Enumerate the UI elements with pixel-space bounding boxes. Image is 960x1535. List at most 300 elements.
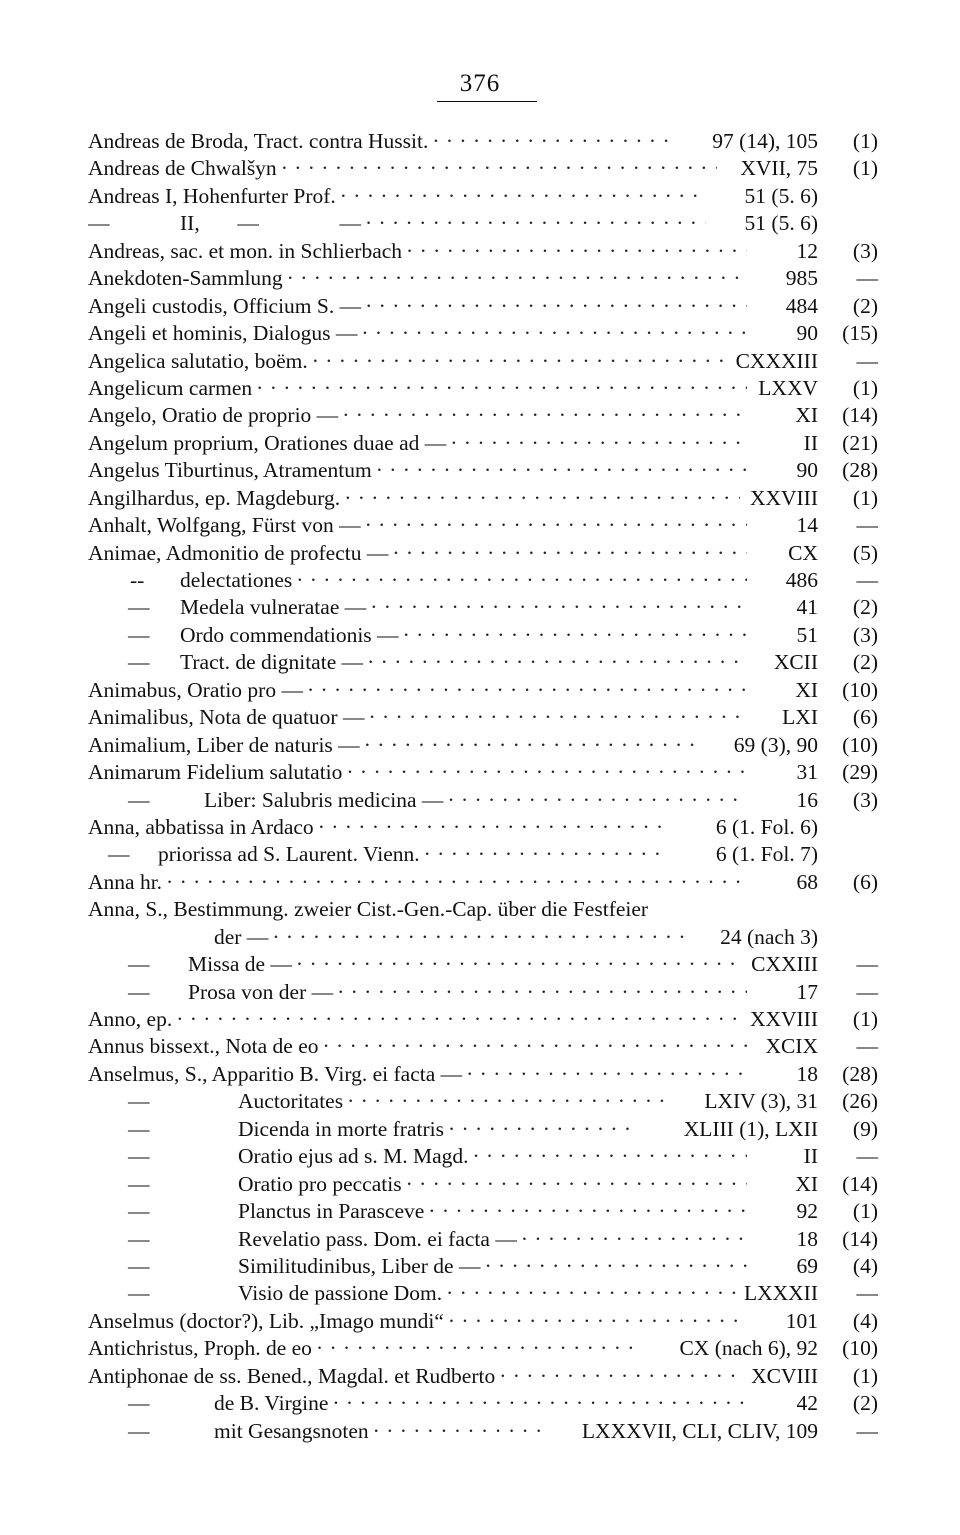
index-entry [88, 622, 880, 649]
ditto-dash: — [128, 650, 150, 675]
index-list [88, 128, 880, 1445]
page-reference: 31 [796, 760, 818, 785]
entry-heading [88, 1390, 750, 1417]
page-reference: LXI [782, 705, 818, 730]
index-entry [88, 951, 880, 978]
entry-heading [88, 1171, 750, 1198]
ditto-dash: — [128, 1281, 150, 1306]
page-reference: LXXXVII, CLI, CLIV, 109 [581, 1418, 818, 1443]
section-reference: (21) [842, 430, 878, 455]
ditto-dash: — [128, 1116, 150, 1141]
index-entry [88, 512, 880, 539]
dot-leader [323, 1033, 748, 1060]
page-reference: XXVIII [749, 485, 818, 510]
dot-leader [448, 1116, 639, 1143]
page-reference: XVII, 75 [740, 156, 818, 181]
entry-heading [88, 924, 687, 951]
entry-text: Angilhardus, ep. Magdeburg. [88, 485, 341, 510]
section-reference: (6) [852, 705, 878, 730]
section-reference: (10) [842, 1336, 878, 1361]
section-reference: (1) [852, 485, 878, 510]
entry-text: Andreas I, Hohenfurter Prof. [88, 183, 336, 208]
entry-heading [88, 1308, 750, 1335]
entry-text: Auctoritates [238, 1089, 344, 1114]
page-reference: CXXXIII [735, 348, 818, 373]
section-reference: (1) [852, 1199, 878, 1224]
entry-heading [88, 402, 750, 429]
entry-text: Angeli et hominis, Dialogus — [88, 321, 358, 346]
entry-heading [88, 1198, 750, 1225]
dot-leader [373, 1418, 550, 1445]
dot-leader [432, 128, 672, 155]
page-reference: 18 [796, 1061, 818, 1086]
index-entry [88, 896, 880, 923]
entry-heading [88, 787, 750, 814]
index-entry [88, 375, 880, 402]
page-reference: 97 (14), 105 [712, 129, 818, 153]
entry-heading [88, 896, 880, 923]
ditto-dash: — [128, 1144, 150, 1169]
section-reference: — [856, 979, 878, 1004]
entry-heading [88, 1143, 750, 1170]
section-reference: — [856, 513, 878, 538]
page-number-rule [437, 101, 537, 102]
entry-text: Antichristus, Proph. de eo [88, 1336, 312, 1361]
dot-leader [344, 485, 740, 512]
page-reference: 41 [796, 595, 818, 620]
section-reference: (10) [842, 677, 878, 702]
index-entry [88, 732, 880, 759]
dot-leader [296, 951, 740, 978]
section-reference: (1) [852, 1007, 878, 1031]
index-entry [88, 1308, 880, 1335]
dot-leader [446, 1280, 740, 1307]
page-reference: 69 [796, 1253, 818, 1278]
index-entry [88, 238, 880, 265]
entry-heading [88, 375, 750, 402]
dot-leader [312, 348, 729, 375]
entry-text: Anekdoten-Sammlung [88, 266, 283, 291]
index-entry [88, 128, 880, 155]
page-reference: 42 [796, 1391, 818, 1416]
ditto-dash: — [128, 1171, 150, 1196]
ditto-dash: — [128, 1253, 150, 1278]
entry-text: Oratio pro peccatis [238, 1171, 402, 1196]
index-entry [88, 485, 880, 512]
section-reference: (5) [852, 540, 878, 565]
entry-heading [88, 622, 750, 649]
ditto-dash: — [128, 595, 150, 620]
entry-heading [88, 704, 750, 731]
section-reference: — [856, 266, 878, 291]
page-reference: II [803, 1144, 818, 1169]
page-reference: 16 [796, 787, 818, 812]
section-reference: (14) [842, 1226, 878, 1251]
section-reference: — [856, 568, 878, 592]
dot-leader [337, 979, 747, 1006]
index-entry [88, 1198, 880, 1225]
entry-heading [88, 155, 720, 182]
entry-text: Annus bissext., Nota de eo [88, 1034, 319, 1059]
entry-text: Anselmus, S., Apparitio B. Virg. ei facta — [88, 1061, 463, 1086]
index-entry [88, 1335, 880, 1362]
index-entry [88, 1006, 880, 1033]
entry-text: Animarum Fidelium salutatio [88, 760, 343, 785]
page-reference: 90 [796, 321, 818, 346]
ditto-dash: — [88, 211, 110, 236]
dot-leader [364, 732, 695, 759]
index-entry [88, 1280, 880, 1307]
entry-text: Anselmus (doctor?), Lib. „Imago mundi“ [88, 1308, 444, 1333]
section-reference: (28) [842, 1061, 878, 1086]
index-entry [88, 210, 880, 237]
index-entry [88, 540, 880, 567]
dot-leader [287, 265, 747, 292]
dot-leader [406, 1171, 747, 1198]
entry-text: delectationes [180, 568, 293, 592]
page-number: 376 [459, 70, 501, 97]
ditto-dash: — [128, 1418, 150, 1443]
dot-leader [347, 1088, 673, 1115]
page-reference: CX (nach 6), 92 [679, 1336, 818, 1361]
entry-heading [88, 1335, 642, 1362]
entry-heading [88, 293, 750, 320]
ditto-dash: — [108, 842, 130, 867]
dot-leader [361, 320, 747, 347]
dot-leader [406, 238, 747, 265]
page-reference: 51 (5. 6) [744, 183, 818, 208]
page-reference: XCVIII [751, 1363, 818, 1388]
entry-text: Angelus Tiburtinus, Atramentum [88, 458, 372, 483]
entry-text: Anno, ep. [88, 1007, 173, 1031]
page-reference: XCII [773, 650, 818, 675]
page-reference: LXIV (3), 31 [704, 1089, 818, 1114]
entry-heading [88, 265, 750, 292]
dot-leader [318, 814, 662, 841]
index-entry [88, 787, 880, 814]
ditto-dash: — [128, 979, 150, 1004]
entry-heading [88, 183, 709, 210]
section-reference: (1) [852, 375, 878, 400]
dot-leader [424, 841, 662, 868]
index-entry [88, 155, 880, 182]
index-entry [88, 841, 880, 868]
entry-text: Angelo, Oratio de proprio — [88, 403, 339, 428]
entry-text: Anhalt, Wolfgang, Fürst von — [88, 513, 361, 538]
entry-text: Anna hr. [88, 869, 163, 894]
dot-leader [428, 1198, 747, 1225]
entry-heading [88, 1253, 750, 1280]
entry-heading [88, 979, 750, 1006]
index-entry [88, 1143, 880, 1170]
entry-text: Animalibus, Nota de quatuor — [88, 705, 365, 730]
page-reference: II [803, 430, 818, 455]
ditto-dash: — [128, 1391, 150, 1416]
dot-leader [281, 155, 718, 182]
entry-heading [88, 238, 750, 265]
ditto-dash: — [128, 787, 150, 812]
index-entry [88, 594, 880, 621]
index-entry [88, 1171, 880, 1198]
index-entry [88, 924, 880, 951]
dot-leader [376, 457, 747, 484]
dot-leader [365, 210, 706, 237]
page-reference: 18 [796, 1226, 818, 1251]
entry-heading [88, 649, 750, 676]
entry-heading [88, 814, 664, 841]
index-entry [88, 677, 880, 704]
ditto-dash: — [128, 1089, 150, 1114]
entry-text: Tract. de dignitate — [180, 650, 364, 675]
dot-leader [499, 1363, 740, 1390]
entry-text: Visio de passione Dom. [238, 1281, 443, 1306]
section-reference: (10) [842, 732, 878, 757]
entry-heading [88, 1116, 642, 1143]
entry-text: Prosa von der — [188, 979, 334, 1004]
entry-text: Oratio ejus ad s. M. Magd. [238, 1144, 469, 1169]
entry-heading [88, 210, 709, 237]
entry-heading [88, 430, 750, 457]
section-reference: — [856, 1418, 878, 1443]
section-reference: (14) [842, 1171, 878, 1196]
index-entry [88, 402, 880, 429]
page-reference: CX [788, 540, 818, 565]
entry-heading [88, 320, 750, 347]
dot-leader [473, 1143, 748, 1170]
index-entry [88, 704, 880, 731]
page-reference: 24 (nach 3) [720, 924, 818, 949]
section-reference: (1) [852, 129, 878, 153]
index-entry [88, 567, 880, 594]
index-entry [88, 348, 880, 375]
index-entry [88, 1088, 880, 1115]
dot-leader [316, 1335, 639, 1362]
section-reference: (1) [852, 156, 878, 181]
section-reference: — [856, 1144, 878, 1169]
dot-leader [342, 402, 747, 429]
index-entry [88, 457, 880, 484]
index-entry [88, 1390, 880, 1417]
entry-text: Similitudinibus, Liber de — [238, 1253, 481, 1278]
section-reference: — [856, 348, 878, 373]
section-reference: (6) [852, 869, 878, 894]
entry-text: Andreas de Chwalšyn [88, 156, 277, 181]
index-entry [88, 430, 880, 457]
index-entry [88, 1253, 880, 1280]
entry-text: Anna, abbatissa in Ardaco [88, 814, 314, 839]
section-reference: — [856, 1034, 878, 1059]
section-reference: (1) [852, 1363, 878, 1388]
entry-text: II, — — [180, 211, 361, 236]
dot-leader [296, 567, 747, 594]
dot-leader [166, 869, 747, 896]
dot-leader [403, 622, 747, 649]
dot-leader [484, 1253, 747, 1280]
entry-heading [88, 512, 750, 539]
section-reference: (3) [852, 622, 878, 647]
dot-leader [346, 759, 747, 786]
page-reference: 12 [796, 238, 818, 263]
entry-heading [88, 485, 743, 512]
section-reference: (28) [842, 458, 878, 483]
entry-heading [88, 1006, 743, 1033]
section-reference: (2) [852, 650, 878, 675]
ditto-dash: — [128, 1226, 150, 1251]
page-reference: 484 [785, 293, 818, 318]
section-reference: (15) [842, 321, 878, 346]
page-reference: XI [795, 1171, 818, 1196]
page-reference: CXXIII [751, 952, 818, 977]
index-entry [88, 649, 880, 676]
index-entry [88, 183, 880, 210]
page-reference: XI [795, 403, 818, 428]
entry-heading [88, 540, 750, 567]
page-reference: 51 [796, 622, 818, 647]
entry-text: de B. Virgine [214, 1391, 329, 1416]
entry-heading [88, 759, 750, 786]
entry-heading [88, 732, 698, 759]
entry-heading [88, 677, 750, 704]
page-reference: XLIII (1), LXII [683, 1116, 818, 1141]
index-entry [88, 1033, 880, 1060]
page-reference: XCIX [765, 1034, 818, 1059]
dot-leader [272, 924, 683, 951]
section-reference: (29) [842, 760, 878, 785]
entry-heading [88, 1226, 750, 1253]
entry-text: Angeli custodis, Officium S. — [88, 293, 362, 318]
section-reference: (2) [852, 595, 878, 620]
entry-heading [88, 1061, 750, 1088]
dot-leader [370, 594, 747, 621]
entry-text: Andreas de Broda, Tract. contra Hussit. [88, 129, 429, 153]
entry-heading [88, 128, 676, 155]
ditto-dash: — [128, 952, 150, 977]
dot-leader [176, 1006, 740, 1033]
section-reference: (14) [842, 403, 878, 428]
index-entry [88, 814, 880, 841]
index-entry [88, 1418, 880, 1445]
index-entry [88, 869, 880, 896]
ditto-dash: -- [130, 568, 145, 592]
entry-heading [88, 457, 750, 484]
entry-heading [88, 1033, 750, 1060]
section-reference: (9) [852, 1116, 878, 1141]
index-entry [88, 1061, 880, 1088]
page-reference: 92 [796, 1199, 818, 1224]
page-reference: 68 [796, 869, 818, 894]
section-reference: (3) [852, 238, 878, 263]
index-entry [88, 979, 880, 1006]
ditto-dash: — [128, 622, 150, 647]
index-entry [88, 293, 880, 320]
dot-leader [365, 512, 747, 539]
entry-text: Animae, Admonitio de profectu — [88, 540, 389, 565]
index-entry [88, 320, 880, 347]
entry-text: Animalium, Liber de naturis — [88, 732, 360, 757]
page-reference: 985 [785, 266, 818, 291]
dot-leader [448, 1308, 747, 1335]
entry-heading [88, 869, 750, 896]
page-reference: 6 (1. Fol. 6) [715, 814, 818, 839]
section-reference: — [856, 1281, 878, 1306]
entry-heading [88, 567, 750, 594]
entry-text: Angelica salutatio, boëm. [88, 348, 308, 373]
entry-text: Antiphonae de ss. Bened., Magdal. et Rudberto [88, 1363, 496, 1388]
page-reference: 6 (1. Fol. 7) [715, 842, 818, 867]
page-reference: 51 (5. 6) [744, 211, 818, 236]
dot-leader [521, 1226, 747, 1253]
dot-leader [447, 787, 747, 814]
section-reference: (2) [852, 293, 878, 318]
entry-text: Angelicum carmen [88, 375, 253, 400]
dot-leader [466, 1061, 747, 1088]
dot-leader [450, 430, 747, 457]
page-reference: 14 [796, 513, 818, 538]
entry-heading [88, 1363, 743, 1390]
entry-text: Planctus in Parasceve [238, 1199, 425, 1224]
page-reference: 101 [785, 1308, 818, 1333]
entry-text: Animabus, Oratio pro — [88, 677, 303, 702]
section-reference: (4) [852, 1253, 878, 1278]
entry-text: Revelatio pass. Dom. ei facta — [238, 1226, 517, 1251]
dot-leader [392, 540, 747, 567]
page-reference: 486 [785, 568, 818, 592]
entry-text: Anna, S., Bestimmung. zweier Cist.-Gen.-Cap. über die Festfeier [88, 897, 649, 922]
entry-heading [88, 348, 732, 375]
page-reference: 69 (3), 90 [733, 732, 818, 757]
entry-heading [88, 951, 743, 978]
entry-heading [88, 1088, 676, 1115]
ditto-dash: — [128, 1199, 150, 1224]
index-entry [88, 265, 880, 292]
section-reference: (3) [852, 787, 878, 812]
section-reference: — [856, 952, 878, 977]
entry-heading [88, 841, 664, 868]
section-reference: (4) [852, 1308, 878, 1333]
page-reference: 17 [796, 979, 818, 1004]
entry-text: priorissa ad S. Laurent. Vienn. [158, 842, 420, 867]
section-reference: (2) [852, 1391, 878, 1416]
page-reference: 90 [796, 458, 818, 483]
entry-text: Angelum proprium, Orationes duae ad — [88, 430, 447, 455]
entry-heading [88, 1280, 743, 1307]
dot-leader [307, 677, 747, 704]
entry-heading [88, 1418, 552, 1445]
entry-text: Medela vulneratae — [180, 595, 367, 620]
page-reference: XXVIII [749, 1007, 818, 1031]
entry-text: Liber: Salubris medicina — [204, 787, 444, 812]
entry-heading [88, 594, 750, 621]
index-entry [88, 1226, 880, 1253]
index-entry [88, 1363, 880, 1390]
entry-text: der — [214, 924, 269, 949]
index-entry [88, 759, 880, 786]
dot-leader [340, 183, 706, 210]
dot-leader [368, 704, 747, 731]
dot-leader [256, 375, 747, 402]
page-reference: LXXXII [743, 1281, 818, 1306]
dot-leader [367, 649, 747, 676]
page-reference: XI [795, 677, 818, 702]
dot-leader [365, 293, 747, 320]
entry-text: Missa de — [188, 952, 292, 977]
page-reference: LXXV [758, 375, 818, 400]
entry-text: Ordo commendationis — [180, 622, 399, 647]
entry-text: Andreas, sac. et mon. in Schlierbach [88, 238, 403, 263]
dot-leader [332, 1390, 747, 1417]
section-reference: (26) [842, 1089, 878, 1114]
index-entry [88, 1116, 880, 1143]
